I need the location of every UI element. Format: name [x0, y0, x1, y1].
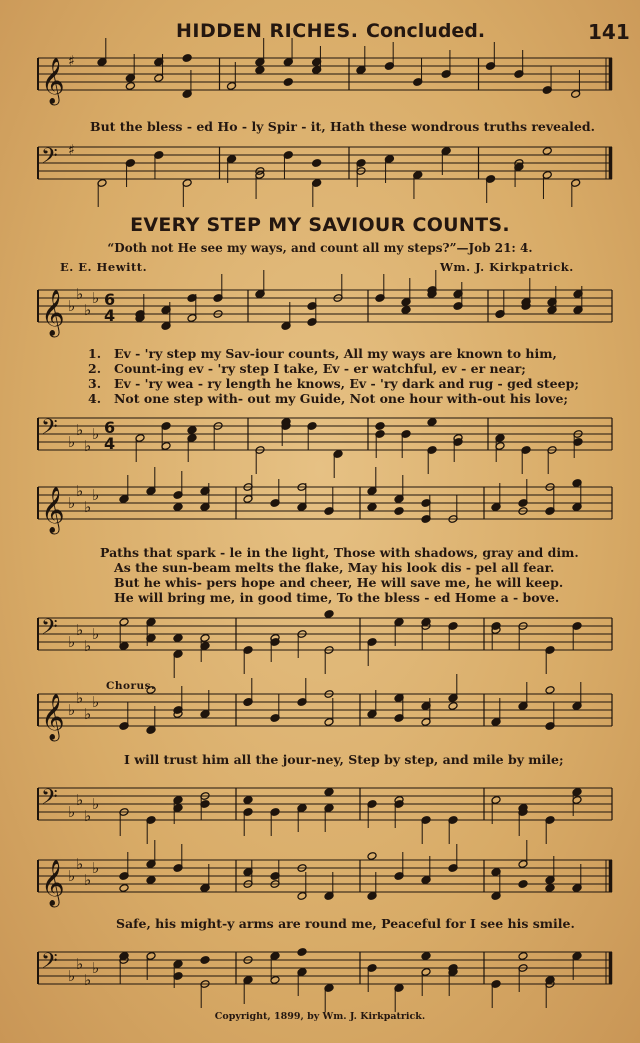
- flat-icon: ♭: [68, 433, 76, 451]
- sharp-icon: ♯: [68, 142, 75, 159]
- treble-clef-icon: 𝄞: [41, 487, 65, 533]
- time-signature-numerator: 6: [104, 418, 116, 437]
- page-number: 141: [588, 20, 630, 44]
- note-head: [297, 948, 307, 957]
- time-signature-denominator: 4: [104, 434, 116, 453]
- flat-icon: ♭: [84, 705, 92, 723]
- flat-icon: ♭: [84, 807, 92, 825]
- flat-icon: ♭: [84, 437, 92, 455]
- bass-clef-icon: 𝄢: [41, 949, 58, 979]
- verse-2-line-a: 2. Count-ing ev - 'ry step I take, Ev - er watchful, ev - er near;: [88, 361, 526, 376]
- composer-credit: Wm. J. Kirkpatrick.: [440, 260, 574, 274]
- verse-2-line-b: As the sun-beam melts the flake, May his look dis - pel all fear.: [114, 560, 555, 575]
- treble-clef-icon: 𝄞: [41, 290, 65, 336]
- flat-icon: ♭: [84, 498, 92, 516]
- flat-icon: ♭: [92, 795, 100, 813]
- flat-icon: ♭: [76, 955, 84, 973]
- bass-clef-icon: 𝄢: [41, 785, 58, 815]
- time-signature-denominator: 4: [104, 306, 116, 325]
- bass-clef-icon: 𝄢: [41, 615, 58, 645]
- copyright-notice: Copyright, 1899, by Wm. J. Kirkpatrick.: [214, 1011, 426, 1022]
- bass-clef-icon: 𝄢: [41, 415, 58, 445]
- flat-icon: ♭: [76, 791, 84, 809]
- chorus-line-1: I will trust him all the jour-ney, Step by step, and mile by mile;: [124, 752, 564, 767]
- flat-icon: ♭: [68, 967, 76, 985]
- flat-icon: ♭: [84, 637, 92, 655]
- flat-icon: ♭: [68, 494, 76, 512]
- flat-icon: ♭: [92, 425, 100, 443]
- flat-icon: ♭: [84, 971, 92, 989]
- flat-icon: ♭: [68, 701, 76, 719]
- author-credit: E. E. Hewitt.: [60, 260, 148, 274]
- flat-icon: ♭: [92, 959, 100, 977]
- hidden-riches-lyric: But the bless - ed Ho - ly Spir - it, Hath these wondrous truths revealed.: [90, 119, 595, 134]
- bass-clef-icon: 𝄢: [41, 144, 58, 174]
- verse-1-line-b: Paths that spark - le in the light, Those with shadows, gray and dim.: [100, 545, 579, 560]
- flat-icon: ♭: [76, 621, 84, 639]
- flat-icon: ♭: [76, 689, 84, 707]
- verse-4-line-a: 4. Not one step with- out my Guide, Not one hour with-out his love;: [88, 391, 569, 406]
- flat-icon: ♭: [68, 633, 76, 651]
- note-head: [518, 952, 528, 961]
- hymn-header-concluded: Concluded.: [366, 20, 486, 42]
- treble-clef-icon: 𝄞: [41, 694, 65, 740]
- note-head: [421, 952, 431, 961]
- chorus-line-2: Safe, his might-y arms are round me, Peaceful for I see his smile.: [116, 916, 575, 931]
- flat-icon: ♭: [76, 855, 84, 873]
- treble-clef-icon: 𝄞: [41, 58, 65, 104]
- verse-3-line-b: But he whis- pers hope and cheer, He will save me, he will keep.: [114, 575, 564, 590]
- song-epigraph: “Doth not He see my ways, and count all my steps?”—Job 21: 4.: [107, 241, 533, 255]
- note-head: [200, 956, 210, 965]
- treble-clef-icon: 𝄞: [41, 860, 65, 906]
- flat-icon: ♭: [76, 285, 84, 303]
- song-title: EVERY STEP MY SAVIOUR COUNTS.: [130, 214, 510, 236]
- verse-1-line-a: 1. Ev - 'ry step my Sav-iour counts, All my ways are known to him,: [88, 346, 557, 361]
- sharp-icon: ♯: [68, 53, 75, 70]
- chorus-label: Chorus.: [106, 680, 156, 692]
- flat-icon: ♭: [76, 482, 84, 500]
- flat-icon: ♭: [92, 693, 100, 711]
- flat-icon: ♭: [76, 421, 84, 439]
- flat-icon: ♭: [92, 625, 100, 643]
- flat-icon: ♭: [68, 867, 76, 885]
- time-signature-numerator: 6: [104, 290, 116, 309]
- flat-icon: ♭: [84, 301, 92, 319]
- flat-icon: ♭: [92, 289, 100, 307]
- flat-icon: ♭: [92, 859, 100, 877]
- flat-icon: ♭: [84, 871, 92, 889]
- flat-icon: ♭: [68, 803, 76, 821]
- verse-3-line-a: 3. Ev - 'ry wea - ry length he knows, Ev - 'ry dark and rug - ged steep;: [88, 376, 579, 391]
- flat-icon: ♭: [92, 486, 100, 504]
- hymn-header-title: HIDDEN RICHES.: [176, 20, 359, 42]
- verse-4-line-b: He will bring me, in good time, To the bless - ed Home a - bove.: [114, 590, 560, 605]
- flat-icon: ♭: [68, 297, 76, 315]
